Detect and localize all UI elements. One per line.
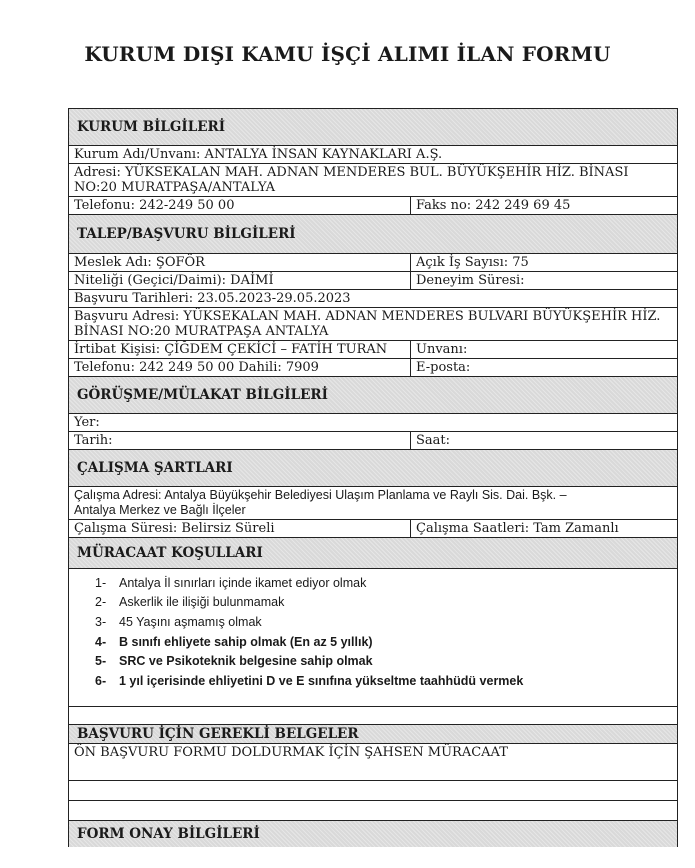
calisma-saatleri: Çalışma Saatleri: Tam Zamanlı xyxy=(416,521,619,536)
section-header-belgeler: BAŞVURU İÇİN GEREKLİ BELGELER xyxy=(69,725,677,744)
list-item: 6- 1 yıl içerisinde ehliyetini D ve E sınıfına yükseltme taahhüdü vermek xyxy=(95,673,524,688)
meslek-adi: Meslek Adı: ŞOFÖR xyxy=(69,254,411,271)
row-basvuru-tarihleri xyxy=(69,290,677,308)
calisma-adresi-line1: Çalışma Adresi: Antalya Büyükşehir Belediyesi Ulaşım Planlama ve Raylı Sis. Dai. Bşk. – xyxy=(74,488,567,502)
row-basvuru-adresi xyxy=(69,308,677,341)
basvuru-adresi-line1: Başvuru Adresi: YÜKSEKALAN MAH. ADNAN MENDERES BULVARI BÜYÜKŞEHİR HİZ. xyxy=(74,309,661,324)
row-calisma-suresi xyxy=(69,520,677,538)
application-form xyxy=(68,108,678,847)
empty-row xyxy=(69,801,677,821)
list-item: 3- 45 Yaşını aşmamış olmak xyxy=(95,614,262,629)
gorusme-saat: Saat: xyxy=(416,433,451,448)
row-kurum-adres xyxy=(69,164,677,197)
row-irtibat xyxy=(69,341,677,359)
row-meslek xyxy=(69,254,677,272)
gorusme-tarih: Tarih: xyxy=(69,432,411,449)
form-title: KURUM DIŞI KAMU İŞÇİ ALIMI İLAN FORMU xyxy=(84,42,611,66)
belgeler-text: ÖN BAŞVURU FORMU DOLDURMAK İÇİN ŞAHSEN MÜRACAAT xyxy=(74,745,508,760)
talep-telefon: Telefonu: 242 249 50 00 Dahili: 7909 xyxy=(69,359,411,376)
niteligi: Niteliği (Geçici/Daimi): DAİMİ xyxy=(69,272,411,289)
kurum-faks: Faks no: 242 249 69 45 xyxy=(416,198,571,213)
row-kurum-telefon xyxy=(69,197,677,215)
row-belgeler xyxy=(69,744,677,781)
kurum-adres-line2: NO:20 MURATPAŞA/ANTALYA xyxy=(74,180,275,195)
row-kurum-adi xyxy=(69,146,677,164)
acik-is-sayisi: Açık İş Sayısı: 75 xyxy=(416,255,529,270)
list-item: 1- Antalya İl sınırları içinde ikamet ediyor olmak xyxy=(95,575,367,590)
irtibat-kisisi: İrtibat Kişisi: ÇİĞDEM ÇEKİCİ – FATİH TURAN xyxy=(69,341,411,358)
kurum-telefon: Telefonu: 242-249 50 00 xyxy=(69,197,411,214)
basvuru-tarihleri: Başvuru Tarihleri: 23.05.2023-29.05.2023 xyxy=(74,291,351,306)
kurum-adres xyxy=(69,164,677,196)
list-item: 5- SRC ve Psikoteknik belgesine sahip olmak xyxy=(95,654,373,669)
section-header-onay: FORM ONAY BİLGİLERİ xyxy=(69,821,677,847)
conditions-list xyxy=(69,569,677,707)
calisma-adresi-line2: Antalya Merkez ve Bağlı İlçeler xyxy=(74,503,246,517)
row-calisma-adresi xyxy=(69,487,677,520)
section-header-calisma: ÇALIŞMA ŞARTLARI xyxy=(69,450,677,487)
row-yer xyxy=(69,414,677,432)
empty-row xyxy=(69,781,677,801)
section-header-gorusme: GÖRÜŞME/MÜLAKAT BİLGİLERİ xyxy=(69,377,677,414)
kurum-adi: Kurum Adı/Unvanı: ANTALYA İNSAN KAYNAKLARI A.Ş. xyxy=(74,147,443,162)
section-header-kurum: KURUM BİLGİLERİ xyxy=(69,109,677,146)
row-talep-telefon xyxy=(69,359,677,377)
empty-row xyxy=(69,707,677,725)
row-niteligi xyxy=(69,272,677,290)
section-header-talep: TALEP/BAŞVURU BİLGİLERİ xyxy=(69,215,677,254)
unvani: Unvanı: xyxy=(416,342,468,357)
e-posta: E-posta: xyxy=(416,360,471,375)
gorusme-yer: Yer: xyxy=(74,415,100,430)
row-tarih-saat xyxy=(69,432,677,450)
deneyim-suresi: Deneyim Süresi: xyxy=(416,273,525,288)
basvuru-adresi-line2: BİNASI NO:20 MURATPAŞA ANTALYA xyxy=(74,324,329,339)
calisma-suresi: Çalışma Süresi: Belirsiz Süreli xyxy=(69,520,411,537)
kurum-adres-line1: Adresi: YÜKSEKALAN MAH. ADNAN MENDERES BUL. BÜYÜKŞEHİR HİZ. BİNASI xyxy=(74,165,629,180)
basvuru-adresi xyxy=(69,308,677,340)
list-item: 2- Askerlik ile ilişiği bulunmamak xyxy=(95,595,285,610)
calisma-adresi xyxy=(69,487,677,519)
list-item: 4- B sınıfı ehliyete sahip olmak (En az 5 yıllık) xyxy=(95,634,373,649)
section-header-muracaat: MÜRACAAT KOŞULLARI xyxy=(69,538,677,569)
